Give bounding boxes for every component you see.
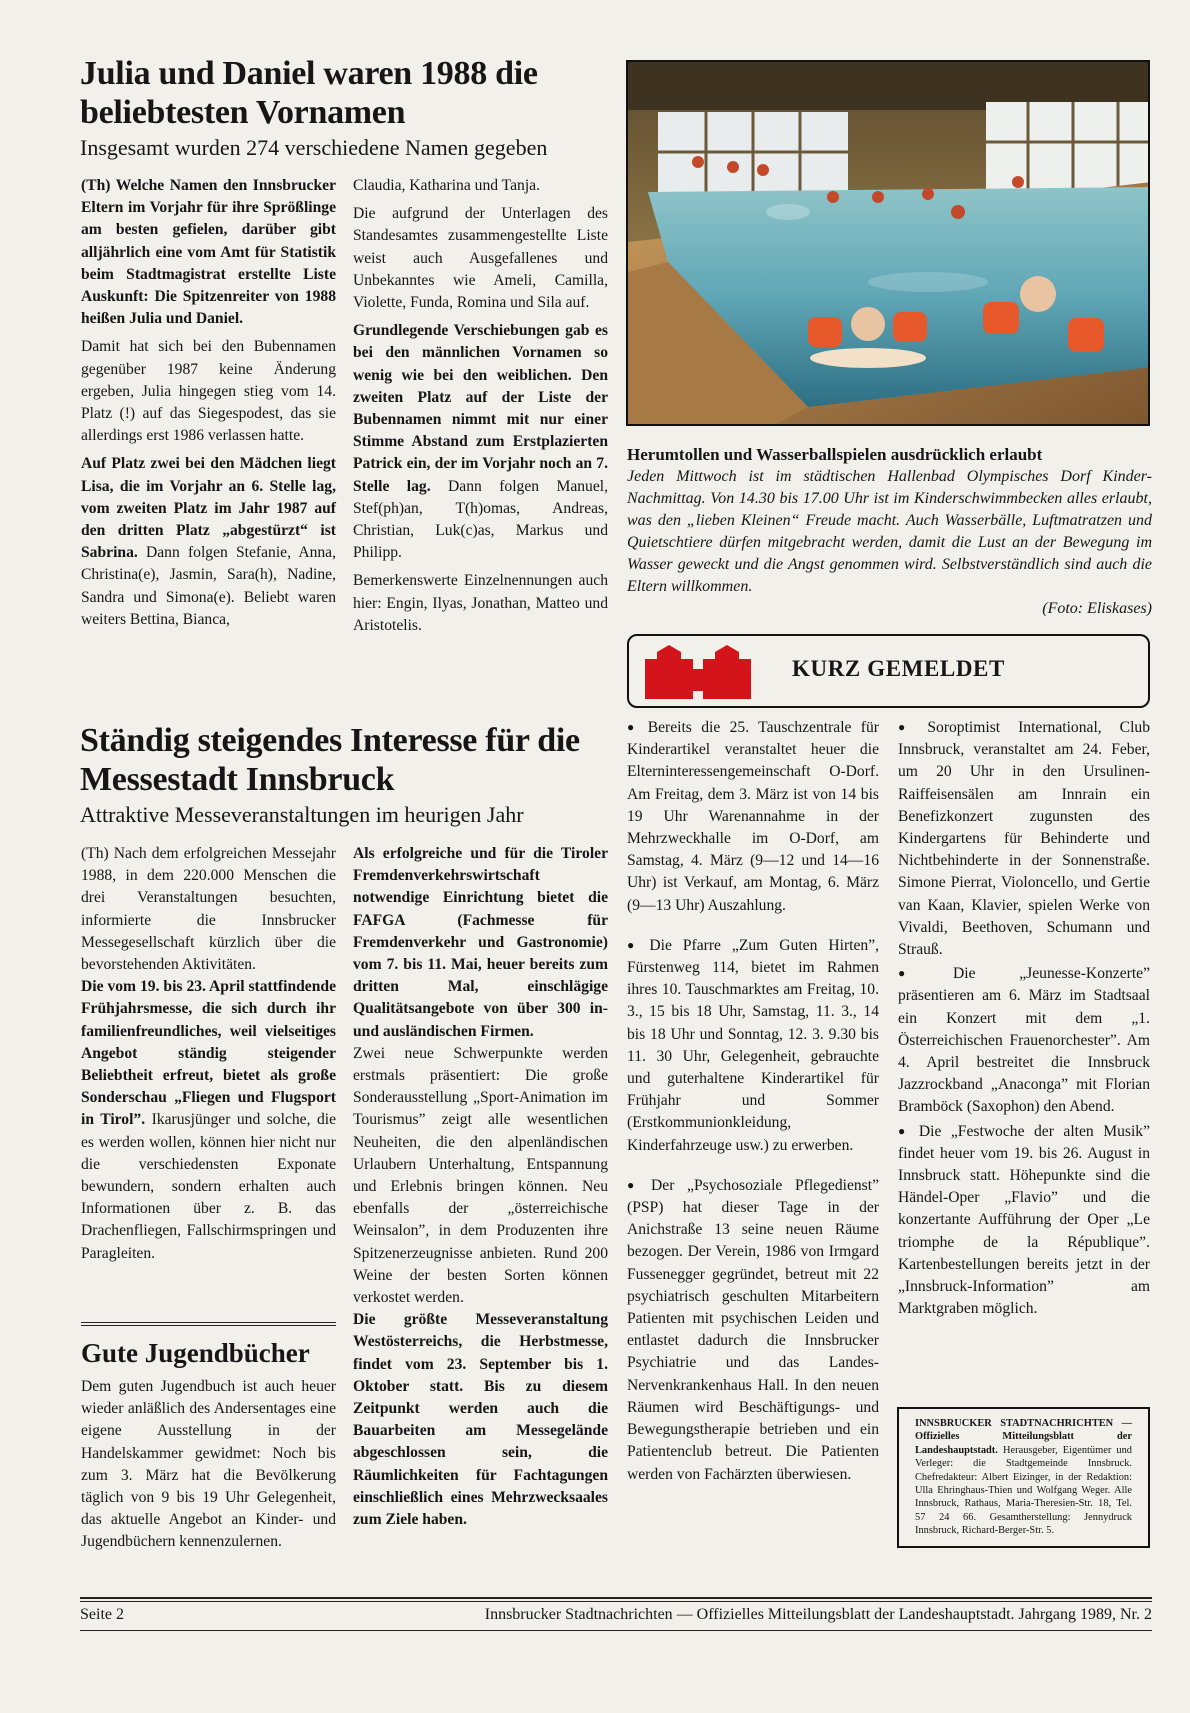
- impressum-box: [897, 1407, 1150, 1548]
- bold-lead: Die vom 19. bis 23. April stattfindende Frühjahrsmesse, die sich durch ihr familienfreundliches, weil vielseitiges Angebot ständig steigender Beliebtheit erfreut, bietet als große Sonderschau „Fliegen und Flugsport in Tirol”.: [81, 978, 336, 1129]
- article2-subheadline: Attraktive Messeveranstaltungen im heurigen Jahr: [80, 802, 524, 827]
- article1-column-1: [81, 175, 336, 637]
- article2-paragraph: Zwei neue Schwerpunkte werden erstmals präsentiert: Die große Sonderausstellung „Sport-Animation im Tourismus” zeigt alle wesentlichen Neuheiten, die den alpenländischen Urlaubern Unterhaltung, Entspannung und Erlebnis bringen können. Neu ebenfalls der „österreichische Weinsalon”, in dem Produzenten ihre Spitzenerzeugnisse anbieten. Rund 200 Weine der besten Sorten können verkostet werden.: [353, 1044, 608, 1307]
- article2-column-1: [81, 843, 336, 1271]
- pool-photo: [626, 60, 1150, 426]
- pool-photo-image: [628, 62, 1150, 426]
- article3-rule: [81, 1322, 336, 1326]
- paragraph-rest: Ikarusjünger und solche, die es werden wollen, können hier nicht nur die verschiedensten Exponate bewundern, sondern erhalten auch Informationen über z. B. das Drachenfliegen, Fallschirmspringen und Paragleiten.: [81, 1111, 337, 1262]
- article1-paragraph: Damit hat sich bei den Bubennamen gegenüber 1987 keine Änderung ergeben, Julia hingegen stieg vom 14. Platz (!) auf das Siegespodest, das sie allerdings erst 1986 verlassen hatte.: [81, 338, 336, 445]
- bold-lead: Auf Platz zwei bei den Mädchen liegt Lisa, die im Vorjahr an 6. Stelle lag, vom zweiten Platz im Jahr 1987 auf den dritten Platz „abgestürzt“ ist Sabrina.: [81, 455, 336, 562]
- kurz-gemeldet-banner: [627, 634, 1150, 708]
- article1-headline: Julia und Daniel waren 1988 die beliebtesten Vornamen: [80, 55, 538, 131]
- photo-caption-body: Jeden Mittwoch ist im städtischen Hallenbad Olympisches Dorf Kinder-Nachmittag. Von 14.30 bis 17.00 Uhr ist im Kinderschwimmbecken alles erlaubt, was den „lieben Kleinen“ Freude macht. Auch Wasserbälle, Luftmatratzen und Quietschtiere dürfen mitgebracht werden, damit die Lust an der Bewegung im Wasser geweckt und die Angst genommen wird. Selbstverständlich sind auch die Eltern willkommen.: [627, 468, 1152, 595]
- article1-paragraph: [353, 320, 608, 564]
- kurz-item: ● Soroptimist International, Club Innsbruck, veranstaltet am 24. Feber, um 20 Uhr in den Ursulinen-Raiffeisensälen am Innrain ein Benefizkonzert zugunsten des Kindergartens für Behinderte und Nichtbehinderte in der Sonnenstraße. Simone Pierrat, Violoncello, und Gertie van Kaan, Klavier, spielen Werke von Vivaldi, Beethoven, Schumann und Strauß.: [898, 717, 1150, 961]
- kurz-gemeldet-logo: [645, 645, 767, 699]
- article2-column-2: [353, 843, 608, 1537]
- kurz-item: ● Die „Jeunesse-Konzerte” präsentieren am 6. März im Stadtsaal ein Konzert mit dem „1. Österreichischen Frauenorchester”. Am 4. April bestreitet die Innsbruck Jazzrockband „Anaconga” mit Florian Bramböck (Saxophon) den Abend.: [898, 963, 1150, 1118]
- article3-body: Dem guten Jugendbuch ist auch heuer wieder anläßlich des Andersentages eine eigene Ausstellung in der Handelskammer gewidmet: Noch bis zum 3. März hat die Bevölkerung täglich von 9 bis 19 Uhr Gelegenheit, das aktuelle Angebot an Kinder- und Jugendbüchern kennenzulernen.: [81, 1378, 336, 1551]
- kurz-item: ● Die Pfarre „Zum Guten Hirten”, Fürstenweg 114, bietet im Rahmen ihres 10. Tauschmarktes am Freitag, 10. 3., 15 bis 18 Uhr, Samstag, 11. 3., 14 bis 18 Uhr und Sonntag, 12. 3. 9.30 bis 11. 30 Uhr, Gelegenheit, gebrauchte und guterhaltene Kinderartikel für Frühjahr und Sommer (Erstkommunionkleidung, Kinderfahrzeuge usw.) zu erwerben.: [627, 935, 879, 1157]
- kurz-gemeldet-title: KURZ GEMELDET: [792, 656, 1005, 681]
- article1-paragraph: [81, 453, 336, 631]
- article1-paragraph: Die aufgrund der Unterlagen des Standesamtes zusammengestellte Liste weist auch Ausgefallenes und Unbekanntes wie Ameli, Camilla, Violette, Funda, Romina und Sila auf.: [353, 205, 608, 312]
- photo-caption-title: Herumtollen und Wasserballspielen ausdrücklich erlaubt: [627, 445, 1043, 464]
- footer-rule: [80, 1630, 1152, 1631]
- article1-intro: (Th) Welche Namen den Innsbrucker Eltern im Vorjahr für ihre Sprößlinge am besten gefielen, darüber gibt alljährlich eine vom Amt für Statistik beim Stadtmagistrat erstellte Liste Auskunft: Die Spitzenreiter von 1988 heißen Julia und Daniel.: [81, 177, 336, 328]
- article1-subheadline: Insgesamt wurden 274 verschiedene Namen gegeben: [80, 135, 548, 160]
- impressum-title: INNSBRUCKER STADTNACHRICHTEN — Offizielles Mitteilungsblatt der Landeshauptstadt.: [915, 1418, 1132, 1456]
- article1-paragraph: Bemerkenswerte Einzelnennungen auch hier: Engin, Ilyas, Jonathan, Matteo und Aristotelis.: [353, 572, 608, 634]
- article2-paragraph: Als erfolgreiche und für die Tiroler Fremdenverkehrswirtschaft notwendige Einrichtung bietet die FAFGA (Fachmesse für Fremdenverkehr und Gastronomie) vom 7. bis 11. Mai, heuer bereits zum dritten Mal, einschlägige Qualitätsangebote von über 300 in- und ausländischen Firmen.: [353, 845, 608, 1040]
- footer-rule: [80, 1597, 1152, 1599]
- article2-headline: Ständig steigendes Interesse für die Messestadt Innsbruck: [80, 722, 580, 798]
- kurz-item: ● Bereits die 25. Tauschzentrale für Kinderartikel veranstaltet heuer die Elterninteressengemeinschaft O-Dorf. Am Freitag, dem 3. März ist von 14 bis 19 Uhr Warenannahme in der Mehrzweckhalle im O-Dorf, am Samstag, 4. März (9—12 und 14—16 Uhr) ist Verkauf, am Montag, 6. März (9—13 Uhr) Auszahlung.: [627, 717, 879, 917]
- kurz-item: ● Die „Festwoche der alten Musik” findet heuer vom 19. bis 26. August in Innsbruck statt. Höhepunkte sind die Händel-Oper „Flavio” und die konzertante Aufführung der Oper „Le triomphe de la République”. Kartenbestellungen bereits jetzt in der „Innsbruck-Information” am Marktgraben möglich.: [898, 1121, 1150, 1321]
- article3-headline: Gute Jugendbücher: [81, 1338, 310, 1368]
- photo-credit: (Foto: Eliskases): [1042, 600, 1152, 617]
- impressum-body: Herausgeber, Eigentümer und Verleger: die Stadtgemeinde Innsbruck. Chefredakteur: Albert Eizinger, in der Redaktion: Ulla Ehringhaus-Thien und Wolfgang Weger. Alle Innsbruck, Rathaus, Maria-Theresien-Str. 18, Tel. 57 24 66. Gesamtherstellung: Jennydruck Innsbruck, Richard-Berger-Str. 5.: [915, 1444, 1132, 1537]
- footer-rule: [80, 1601, 1152, 1602]
- article2-paragraph: [81, 976, 336, 1265]
- article1-paragraph: Claudia, Katharina und Tanja.: [353, 177, 540, 194]
- paragraph-rest: Dann folgen Manuel, Stef(ph)an, T(h)omas, Andreas, Christian, Luk(c)as, Markus und Philipp.: [353, 477, 608, 562]
- article2-paragraph: Die größte Messeveranstaltung Westösterreichs, die Herbstmesse, findet vom 23. September bis 1. Oktober statt. Bis zu diesem Zeitpunkt werden auch die Bauarbeiten am Messegelände abgeschlossen sein, die Räumlichkeiten für Fachtagungen einschließlich eines Mehrzwecksaales zum Ziele haben.: [353, 1311, 608, 1529]
- kurz-column-1: [627, 717, 879, 1492]
- article1-column-2: [353, 175, 608, 643]
- kurz-item: ● Der „Psychosoziale Pflegedienst” (PSP) hat dieser Tage in der Anichstraße 13 seine neuen Räume bezogen. Der Verein, 1986 von Irmgard Fussenegger gegründet, betreut mit 22 psychiatrisch geschulten Mitarbeitern Patienten mit psychischen Leiden und entlastet dadurch die Innsbrucker Psychiatrie und das Landes-Nervenkrankenhaus Hall. In den neuen Räumen wird Beschäftigungs- und Bewegungstherapie betrieben und ein Patientenclub betreut. Die Patienten werden von Fachärzten überwiesen.: [627, 1175, 879, 1486]
- paragraph-rest: Dann folgen Stefanie, Anna, Christina(e), Jasmin, Sara(h), Nadine, Sandra und Simona(e). Beliebt waren weiters Bettina, Bianca,: [81, 544, 336, 628]
- bold-lead: Grundlegende Verschiebungen gab es bei den männlichen Vornamen so wenig wie bei den weiblichen. Den zweiten Platz auf der Liste der Bubennamen nimmt mit nur einer Stimme Abstand zum Erstplazierten Patrick ein, der im Vorjahr noch an 7. Stelle lag.: [353, 322, 608, 495]
- kurz-column-2: [898, 717, 1150, 1326]
- footer-page-number: Seite 2: [80, 1606, 124, 1623]
- footer-publication: Innsbrucker Stadtnachrichten — Offizielles Mitteilungsblatt der Landeshauptstadt. Jahrgang 1989, Nr. 2: [484, 1606, 1152, 1623]
- article2-paragraph: (Th) Nach dem erfolgreichen Messejahr 1988, in dem 220.000 Menschen die drei Veranstaltungen besuchten, informierte die Innsbrucker Messegesellschaft kürzlich über die bevorstehenden Aktivitäten.: [81, 845, 336, 974]
